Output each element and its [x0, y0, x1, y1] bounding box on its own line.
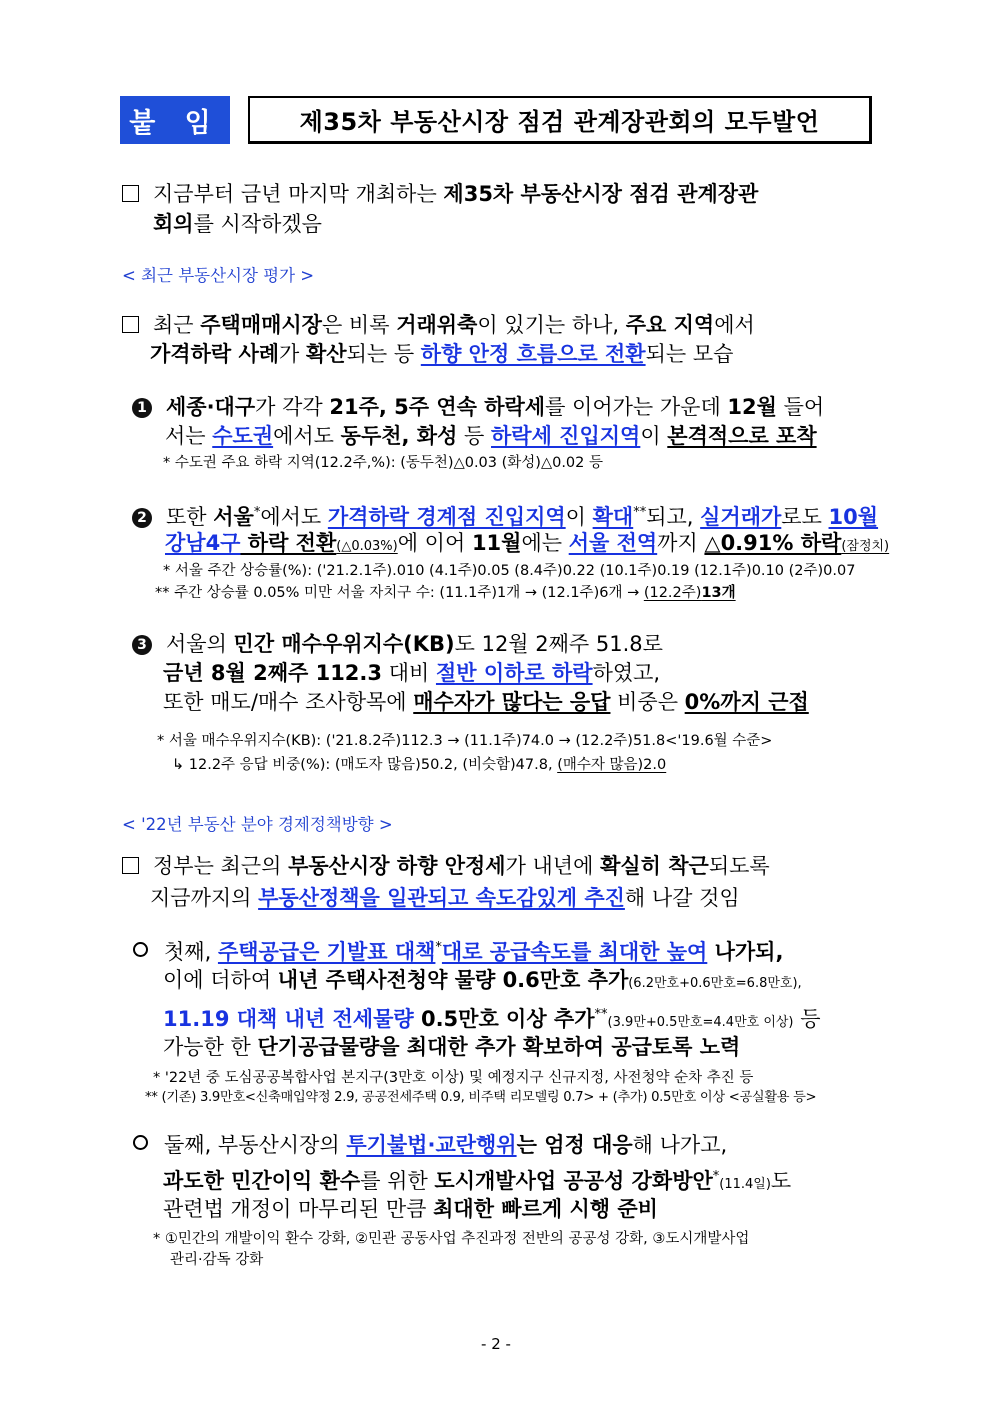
checkbox-bullet-icon [122, 316, 139, 333]
item-3-line-2: 금년 8월 2째주 112.3 대비 절반 이하로 하락하였고, [163, 661, 661, 685]
policy-point-1-line-1: 첫째, 주택공급은 기발표 대책*대로 공급속도를 최대한 높여 나가되, [133, 934, 783, 966]
policy-point-1-note-2: ** (기존) 3.9만호<신축매입약정 2.9, 공공전세주택 0.9, 비주택 리모델링 0.7> + (추가) 0.5만호 이상 <공실활용 등> [145, 1090, 817, 1105]
policy-point-2-line-1: 둘째, 부동산시장의 투기불법·교란행위는 엄정 대응해 나가고, [133, 1131, 727, 1159]
item-2-line-1: 2 또한 서울*에서도 가격하락 경계점 진입지역이 확대**되고, 실거래가로도 10월 [132, 499, 878, 531]
market-summary-line-2: 가격하락 사례가 확산되는 등 하향 안정 흐름으로 전환되는 모습 [150, 342, 734, 366]
page-number: - 2 - [481, 1335, 511, 1353]
policy-point-2-note-1: * ①민간의 개발이익 환수 강화, ②민관 공동사업 추진과정 전반의 공공성 강화, ③도시개발사업 [153, 1231, 750, 1247]
document-title: 제35차 부동산시장 점검 관계장관회의 모두발언 [248, 96, 872, 144]
policy-point-2-line-3: 관련법 개정이 마무리된 만큼 최대한 빠르게 시행 준비 [163, 1197, 658, 1221]
item-1-line-2: 서는 수도권에서도 동두천, 화성 등 하락세 진입지역이 본격적으로 포착 [165, 424, 817, 448]
item-3-note-2: ↳ 12.2주 응답 비중(%): (매도자 많음)50.2, (비슷함)47.8, (매수자 많음)2.0 [172, 757, 667, 773]
item-1-note: * 수도권 주요 하락 지역(12.2주,%): (동두천)△0.03 (화성)△0.02 등 [163, 455, 603, 471]
policy-summary-line-1: 정부는 최근의 부동산시장 하향 안정세가 내년에 확실히 착근되도록 [122, 852, 770, 880]
item-3-note-1: * 서울 매수우위지수(KB): ('21.8.2주)112.3 → (11.1주)74.0 → (12.2주)51.8<'19.6월 수준> [157, 733, 773, 749]
policy-point-2-line-2: 과도한 민간이익 환수를 위한 도시개발사업 공공성 강화방안*(11.4일)도 [163, 1169, 792, 1193]
circle-bullet-icon [133, 1135, 148, 1150]
intro-line-1: 지금부터 금년 마지막 개최하는 제35차 부동산시장 점검 관계장관 [122, 180, 758, 208]
circle-bullet-icon [133, 942, 148, 957]
market-summary-line-1: 최근 주택매매시장은 비록 거래위축이 있기는 하나, 주요 지역에서 [122, 311, 755, 339]
policy-point-1-note-1: * '22년 중 도심공공복합사업 본지구(3만호 이상) 및 예정지구 신규지정, 사전청약 순차 추진 등 [153, 1070, 754, 1086]
item-2-note-2: ** 주간 상승률 0.05% 미만 서울 자치구 수: (11.1주)1개 → (12.1주)6개 → (12.2주)13개 [155, 585, 736, 601]
item-3-line-1: 3 서울의 민간 매수우위지수(KB)도 12월 2째주 51.8로 [132, 630, 663, 658]
number-badge-1: 1 [132, 398, 152, 418]
number-badge-3: 3 [132, 635, 152, 655]
item-1-line-1: 1 세종·대구가 각각 21주, 5주 연속 하락세를 이어가는 가운데 12월 들어 [132, 393, 824, 421]
section-heading-policy: < '22년 부동산 분야 경제정책방향 > [122, 815, 393, 834]
policy-point-2-note-2: 관리·감독 강화 [170, 1252, 264, 1268]
policy-point-1-line-4: 가능한 한 단기공급물량을 최대한 추가 확보하여 공급토록 노력 [163, 1035, 741, 1059]
item-3-line-3: 또한 매도/매수 조사항목에 매수자가 많다는 응답 비중은 0%까지 근접 [163, 690, 809, 714]
policy-summary-line-2: 지금까지의 부동산정책을 일관되고 속도감있게 추진해 나갈 것임 [150, 886, 740, 910]
checkbox-bullet-icon [122, 185, 139, 202]
checkbox-bullet-icon [122, 857, 139, 874]
item-2-note-1: * 서울 주간 상승률(%): ('21.2.1주).010 (4.1주)0.05 (8.4주)0.22 (10.1주)0.19 (12.1주)0.10 (2주)0.07 [163, 563, 856, 579]
policy-point-1-line-3: 11.19 대책 내년 전세물량 0.5만호 이상 추가**(3.9만+0.5만호=4.4만호 이상) 등 [163, 1007, 821, 1031]
policy-point-1-line-2: 이에 더하여 내년 주택사전청약 물량 0.6만호 추가(6.2만호+0.6만호=6.8만호), [163, 968, 802, 992]
number-badge-2: 2 [132, 508, 152, 528]
section-heading-market: < 최근 부동산시장 평가 > [122, 266, 315, 285]
attachment-tag: 붙 임 [120, 96, 230, 144]
intro-line-2: 회의를 시작하겠음 [153, 212, 322, 236]
item-2-line-2: 강남4구 하락 전환(△0.03%)에 이어 11월에는 서울 전역까지 △0.91% 하락(잠정치) [165, 531, 890, 555]
